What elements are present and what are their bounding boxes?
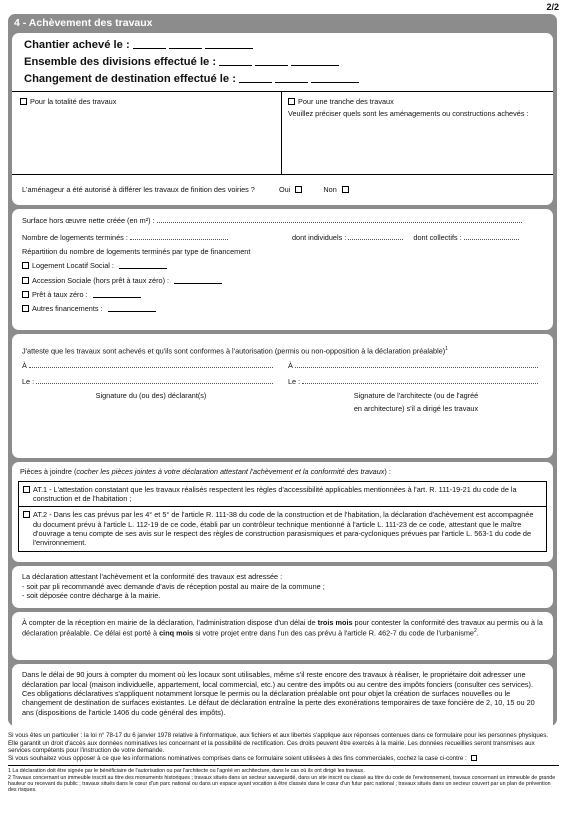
destination-date-row <box>24 71 359 88</box>
financing-checkbox-2[interactable] <box>22 277 29 284</box>
financing-label-2: Accession Sociale (hors prêt à taux zéro) : <box>32 275 170 285</box>
at2-text: AT.2 - Dans les cas prévus par les 4° et 5° de l'article R. 111-38 du code de la construction et de l'habitation, la déclaration d'achèvement est accompagnée du document prévu à l'article L. 112-19 de ce code, établi par un contrôleur technique mentionné à l'article L. 111-23 de ce code, attestant que le maître d'ouvrage a tenu compte de ses avis sur le respect des règles de construction parasismiques et para-cycloniques prévues par l'article L. 563-1 du code de l'environnement. <box>33 510 534 548</box>
roads-oui-checkbox[interactable] <box>295 186 302 193</box>
financing-field-4[interactable] <box>108 305 156 312</box>
footnote-2: 2 Travaux concernant un immeuble inscrit au titre des monuments historiques ; travaux situés dans un secteur sauvegardé, dans un site inscrit ou classé au titre du code de l'environnement, travaux concernant un immeuble de grande hauteur ou recevant du public ; travaux situés dans le cœur d'un parc national ou dans un espace ayant vocation à être classés dans le cœur d'un futur parc national ; travaux situés dans un secteur couvert par un plan de prévention des risques. <box>8 774 556 794</box>
address-line-3: - soit déposée contre décharge à la mairie. <box>22 591 161 601</box>
tax-text: Dans le délai de 90 jours à compter du moment où les locaux sont utilisables, même s'il reste encore des travaux à réaliser, le propriétaire doit adresser une déclaration par local (maison individuelle, appartement, local commercial, etc.) au centre des impôts ou au centre des impôts fonciers (consulter ces services). Ces obligations déclaratives s'appliquent notamment lorsque le permis ou la déclaration préalable ont pour objet la création de surfaces nouvelles ou le changement de destination de surfaces existantes. Le défaut de déclaration entraîne la perte des exonérations temporaires de taxe foncière de 2, 10, 15 ou 20 ans (dispositions de l'article 1406 du code général des impôts). <box>22 670 535 717</box>
at1-text: AT.1 - L'attestation constatant que les travaux réalisés respectent les règles d'accessibilité applicables mentionnées à l'art. R. 111-19-21 du code de la construction et de l'habitation ; <box>33 484 517 504</box>
logements-row <box>22 233 543 242</box>
at1-item <box>18 481 547 508</box>
financing-row-3 <box>22 290 543 299</box>
destination-date-label: Changement de destination effectué le : <box>24 73 236 86</box>
scope-totality <box>12 92 282 174</box>
chantier-day-field[interactable] <box>133 42 166 49</box>
tranche-instruction: Veuillez préciser quels sont les aménagements ou constructions achevés : <box>288 108 529 118</box>
housing-box <box>12 209 553 330</box>
financing-field-2[interactable] <box>174 277 222 284</box>
attachments-intro-end: ) : <box>384 467 391 477</box>
attestation-text: J'atteste que les travaux sont achevés et qu'ils sont conformes à l'autorisation (permis ou non-opposition à la déclaration préalable) <box>22 346 446 356</box>
tax-box <box>12 664 553 731</box>
scope-tranche <box>282 92 553 118</box>
financing-field-3[interactable] <box>93 291 141 298</box>
financing-field-1[interactable] <box>119 262 167 269</box>
declarant-place-field[interactable] <box>29 367 273 368</box>
surface-row <box>22 216 543 225</box>
divisions-day-field[interactable] <box>219 59 252 66</box>
totality-label: Pour la totalité des travaux <box>30 97 117 107</box>
chantier-date-label: Chantier achevé le : <box>24 39 130 52</box>
at2-item <box>18 507 547 551</box>
delay-three-months: trois mois <box>317 618 353 628</box>
repartition-title: Répartition du nombre de logements terminés par type de financement <box>22 247 251 257</box>
logements-label: Nombre de logements terminés : <box>22 232 128 242</box>
address-box <box>12 566 553 608</box>
surface-field[interactable] <box>157 222 522 223</box>
architect-column <box>288 361 544 413</box>
financing-row-1 <box>22 261 543 270</box>
architect-a-label: À <box>288 361 293 371</box>
completion-box <box>12 33 553 205</box>
page-number: 2/2 <box>546 2 559 12</box>
architect-signature-label-1: Signature de l'architecte (ou de l'agréé <box>353 391 479 401</box>
attestation-footnote-ref: 1 <box>445 346 448 353</box>
divisions-date-label: Ensemble des divisions effectué le : <box>24 56 217 69</box>
roads-oui-label: Oui <box>278 185 291 195</box>
roads-question: L'aménageur a été autorisé à différer les travaux de finition des voiries ? <box>22 185 255 195</box>
financing-label-3: Prêt à taux zéro : <box>32 290 88 300</box>
section-title: 4 - Achèvement des travaux <box>14 17 153 29</box>
architect-date-field[interactable] <box>302 383 538 384</box>
privacy-notice: Si vous êtes un particulier : la loi n° 78-17 du 6 janvier 1978 relative à l'informatique, aux fichiers et aux libertés s'applique aux réponses contenues dans ce formulaire pour les personnes physiques. Elle garantit un droit d'accès aux données nominatives les concernant et la possibilité de rectification. Ces droits peuvent être exercés à la mairie. Les données recueillies seront transmises aux services compétents pour l'instruction de votre demande. <box>8 732 549 755</box>
attachments-intro-text: Pièces à joindre ( <box>20 467 77 477</box>
delay-footnote-ref: 2 <box>473 627 477 634</box>
completion-dates <box>24 37 359 87</box>
declarant-date-field[interactable] <box>36 383 273 384</box>
divisions-month-field[interactable] <box>255 59 288 66</box>
architect-signature-label-2: en architecture) s'il a dirigé les travaux <box>353 404 479 414</box>
declarant-a-label: À <box>22 361 27 371</box>
declarant-signature-label: Signature du (ou des) déclarant(s) <box>95 391 207 401</box>
totality-checkbox[interactable] <box>20 98 27 105</box>
financing-label-1: Logement Locatif Social : <box>32 261 114 271</box>
at2-checkbox[interactable] <box>23 511 30 518</box>
roads-non-checkbox[interactable] <box>342 186 349 193</box>
declarant-le-label: Le : <box>22 376 35 386</box>
financing-row-2 <box>22 276 543 285</box>
surface-label: Surface hors œuvre nette créée (en m²) : <box>22 216 155 226</box>
chantier-year-field[interactable] <box>205 42 253 49</box>
tranche-label: Pour une tranche des travaux <box>298 97 394 107</box>
optout-text: Si vous souhaitez vous opposer à ce que les informations nominatives comprises dans ce formulaire soient utilisées à des fins commerciales, cochez la case ci-contre : <box>8 754 467 762</box>
destination-month-field[interactable] <box>275 76 308 83</box>
optout-row <box>8 755 559 763</box>
divisions-date-row <box>24 54 359 71</box>
delay-five-months: cinq mois <box>159 628 194 638</box>
scope-area <box>12 91 553 175</box>
attachments-intro <box>18 467 547 476</box>
delay-text-1: À compter de la réception en mairie de la déclaration, l'administration dispose d'un délai de <box>22 618 318 628</box>
architect-le-label: Le : <box>288 376 301 386</box>
footer <box>8 732 559 794</box>
delay-text-2: pour contester la conformité des travaux au permis ou à la déclaration préalable. Ce délai est porté à <box>22 618 543 638</box>
individuels-label: dont individuels : <box>291 232 347 242</box>
tranche-checkbox[interactable] <box>288 98 295 105</box>
roads-non-label: Non <box>323 185 337 195</box>
chantier-month-field[interactable] <box>169 42 202 49</box>
delay-text-4: . <box>476 628 479 638</box>
chantier-date-row <box>24 37 359 54</box>
individuels-field[interactable] <box>348 239 403 240</box>
attestation-text-row <box>22 346 448 356</box>
logements-field[interactable] <box>130 239 228 240</box>
address-line-1: La déclaration attestant l'achèvement et la conformité des travaux est adressée : <box>22 572 283 582</box>
financing-checkbox-1[interactable] <box>22 262 29 269</box>
footnote-1: 1 La déclaration doit être signée par le bénéficiaire de l'autorisation ou par l'architecte ou l'agréé en architecture, dans le cas où ils ont dirigé les travaux. <box>8 768 365 775</box>
collectifs-field[interactable] <box>464 239 519 240</box>
financing-checkbox-3[interactable] <box>22 291 29 298</box>
collectifs-label: dont collectifs : <box>413 232 462 242</box>
financing-row-4 <box>22 304 543 313</box>
destination-year-field[interactable] <box>311 76 359 83</box>
divisions-year-field[interactable] <box>291 59 339 66</box>
address-line-2: - soit par pli recommandé avec demande d'avis de réception postal au maire de la commune ; <box>22 581 325 591</box>
financing-checkbox-4[interactable] <box>22 305 29 312</box>
attachments-box <box>12 462 553 562</box>
section-frame <box>8 14 557 726</box>
optout-checkbox[interactable] <box>471 755 477 761</box>
footnotes <box>8 765 559 793</box>
declarant-column <box>22 361 280 400</box>
delay-box <box>12 612 553 660</box>
at1-checkbox[interactable] <box>23 486 30 493</box>
attachments-intro-italic: cocher les pièces jointes à votre déclaration attestant l'achèvement et la conformité des travaux <box>76 467 385 477</box>
architect-place-field[interactable] <box>295 367 538 368</box>
destination-day-field[interactable] <box>239 76 272 83</box>
financing-label-4: Autres financements : <box>32 304 103 314</box>
delay-text-3: si votre projet entre dans l'un des cas prévu à l'article R. 462-7 du code de l'urbanisme <box>193 628 474 638</box>
roads-row <box>22 185 352 194</box>
attestation-box <box>12 334 553 458</box>
